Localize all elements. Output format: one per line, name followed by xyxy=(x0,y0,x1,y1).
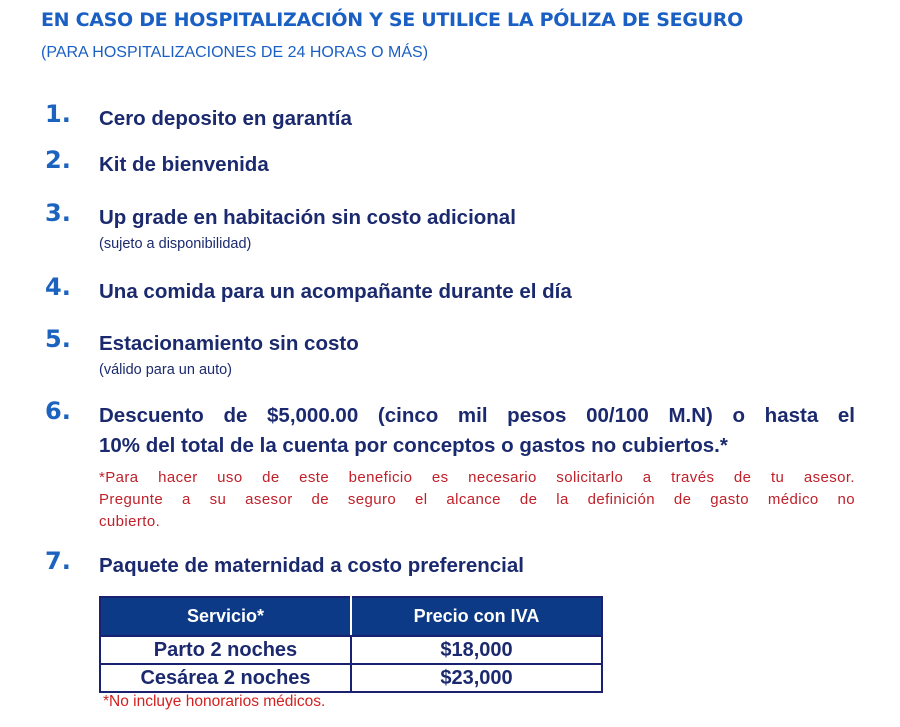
benefit-number: 4. xyxy=(45,273,71,301)
price-cell: $23,000 xyxy=(351,664,602,692)
price-cell: $18,000 xyxy=(351,636,602,664)
page-title: EN CASO DE HOSPITALIZACIÓN Y SE UTILICE LA PÓLIZA DE SEGURO xyxy=(41,9,743,31)
benefit-number: 3. xyxy=(45,199,71,227)
benefit-note: (válido para un auto) xyxy=(99,362,232,378)
benefit-text: Kit de bienvenida xyxy=(99,153,269,176)
page-subtitle: (PARA HOSPITALIZACIONES DE 24 HORAS O MÁS) xyxy=(41,44,429,61)
benefit-note: (sujeto a disponibilidad) xyxy=(99,236,252,252)
benefit-disclaimer xyxy=(99,467,855,533)
column-header-price: Precio con IVA xyxy=(351,597,602,636)
service-cell: Cesárea 2 noches xyxy=(100,664,351,692)
disclaimer-line1: *Para hacer uso de este beneficio es necesario solicitarlo a través de tu asesor. xyxy=(99,469,855,486)
benefit-number: 7. xyxy=(45,547,71,575)
benefit-text-line1: Descuento de $5,000.00 (cinco mil pesos 00/100 M.N) o hasta el xyxy=(99,404,855,427)
benefit-number: 5. xyxy=(45,325,71,353)
table-row xyxy=(100,636,602,664)
disclaimer-line2: Pregunte a su asesor de seguro el alcance de la definición de gasto médico no xyxy=(99,491,855,508)
disclaimer-line3: cubierto. xyxy=(99,513,161,530)
service-cell: Parto 2 noches xyxy=(100,636,351,664)
benefit-text: Paquete de maternidad a costo preferencial xyxy=(99,554,524,577)
benefit-number: 1. xyxy=(45,100,71,128)
benefit-text: Up grade en habitación sin costo adicional xyxy=(99,206,516,229)
benefit-number: 6. xyxy=(45,397,71,425)
benefit-text: Estacionamiento sin costo xyxy=(99,332,359,355)
benefit-text: Una comida para un acompañante durante el día xyxy=(99,280,572,303)
table-header-row xyxy=(100,597,602,636)
table-row xyxy=(100,664,602,692)
column-header-service: Servicio* xyxy=(100,597,351,636)
benefit-text: Cero deposito en garantía xyxy=(99,107,352,130)
benefit-number: 2. xyxy=(45,146,71,174)
benefit-text-line2: 10% del total de la cuenta por conceptos o gastos no cubiertos.* xyxy=(99,434,728,457)
table-footnote: *No incluye honorarios médicos. xyxy=(103,693,326,710)
maternity-price-table xyxy=(99,596,603,693)
